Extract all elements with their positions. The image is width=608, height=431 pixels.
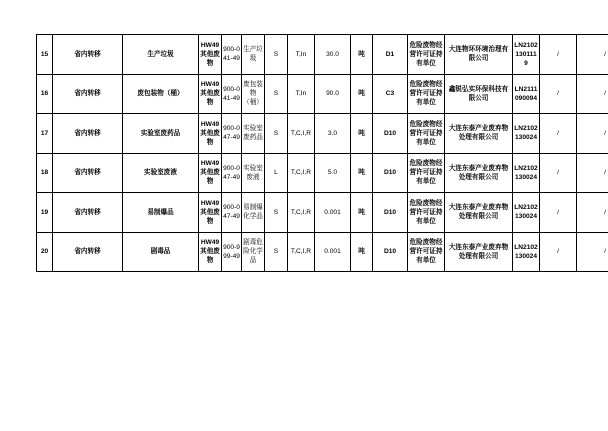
unit-cell: 吨	[351, 232, 373, 272]
waste-description-cell: 实验室废药品	[242, 114, 265, 154]
disposal-company-cell: 大连东泰产业废弃物处理有限公司	[445, 153, 513, 193]
table-row	[37, 232, 608, 272]
extra-column-b-cell: /	[577, 114, 608, 154]
physical-form-cell: S	[265, 74, 288, 114]
waste-category-cell: HW49 其他废物	[199, 74, 222, 114]
extra-column-b-cell: /	[577, 74, 608, 114]
physical-form-cell: S	[265, 193, 288, 233]
amount-cell: 3.0	[315, 114, 351, 154]
qualification-cell: 危险废物经营许可证持有单位	[408, 153, 445, 193]
row-number-cell: 15	[37, 35, 53, 75]
hazard-property-cell: T,C,I,R	[288, 232, 315, 272]
waste-name-cell: 废包装物（桶）	[123, 74, 199, 114]
unit-cell: 吨	[351, 153, 373, 193]
hazard-property-cell: T,In	[288, 35, 315, 75]
qualification-cell: 危险废物经营许可证持有单位	[408, 193, 445, 233]
waste-name-cell: 实验室废液	[123, 153, 199, 193]
table-row	[37, 74, 608, 114]
table-row	[37, 153, 608, 193]
extra-column-b-cell: /	[577, 193, 608, 233]
amount-cell: 90.0	[315, 74, 351, 114]
extra-column-a-cell: /	[540, 35, 577, 75]
waste-code-cell: 900-047-49	[222, 193, 242, 233]
transfer-type-cell: 省内转移	[53, 232, 123, 272]
waste-category-cell: HW49 其他废物	[199, 193, 222, 233]
transfer-type-cell: 省内转移	[53, 193, 123, 233]
disposal-method-cell: D10	[373, 114, 408, 154]
unit-cell: 吨	[351, 193, 373, 233]
waste-code-cell: 900-041-49	[222, 74, 242, 114]
table-row	[37, 114, 608, 154]
row-number-cell: 19	[37, 193, 53, 233]
transfer-type-cell: 省内转移	[53, 153, 123, 193]
waste-name-cell: 实验室废药品	[123, 114, 199, 154]
waste-description-cell: 剧毒危险化学品	[242, 232, 265, 272]
physical-form-cell: S	[265, 35, 288, 75]
disposal-method-cell: D10	[373, 153, 408, 193]
license-number-cell: LN2102130024	[513, 193, 540, 233]
extra-column-a-cell: /	[540, 193, 577, 233]
license-number-cell: LN2102130024	[513, 232, 540, 272]
waste-name-cell: 剧毒品	[123, 232, 199, 272]
qualification-cell: 危险废物经营许可证持有单位	[408, 232, 445, 272]
amount-cell: 30.0	[315, 35, 351, 75]
disposal-company-cell: 大连东泰产业废弃物处理有限公司	[445, 193, 513, 233]
disposal-method-cell: C3	[373, 74, 408, 114]
transfer-type-cell: 省内转移	[53, 74, 123, 114]
waste-category-cell: HW49 其他废物	[199, 35, 222, 75]
waste-code-cell: 900-999-49	[222, 232, 242, 272]
row-number-cell: 17	[37, 114, 53, 154]
license-number-cell: LN2102130024	[513, 114, 540, 154]
waste-code-cell: 900-047-49	[222, 114, 242, 154]
extra-column-b-cell: /	[577, 153, 608, 193]
amount-cell: 0.001	[315, 193, 351, 233]
waste-category-cell: HW49 其他废物	[199, 232, 222, 272]
disposal-company-cell: 大连物环环境治理有限公司	[445, 35, 513, 75]
waste-description-cell: 生产垃圾	[242, 35, 265, 75]
license-number-cell: LN2102130024	[513, 153, 540, 193]
waste-name-cell: 易制爆品	[123, 193, 199, 233]
waste-description-cell: 废包装物（桶）	[242, 74, 265, 114]
extra-column-a-cell: /	[540, 74, 577, 114]
extra-column-b-cell: /	[577, 232, 608, 272]
waste-code-cell: 900-047-49	[222, 153, 242, 193]
hazard-property-cell: T,C,I,R	[288, 153, 315, 193]
table-row	[37, 35, 608, 75]
waste-category-cell: HW49 其他废物	[199, 153, 222, 193]
hazard-property-cell: T,C,I,R	[288, 114, 315, 154]
hazard-property-cell: T,C,I,R	[288, 193, 315, 233]
row-number-cell: 20	[37, 232, 53, 272]
disposal-method-cell: D1	[373, 35, 408, 75]
amount-cell: 5.0	[315, 153, 351, 193]
waste-description-cell: 易制爆化学品	[242, 193, 265, 233]
qualification-cell: 危险废物经营许可证持有单位	[408, 35, 445, 75]
disposal-method-cell: D10	[373, 193, 408, 233]
amount-cell: 0.001	[315, 232, 351, 272]
physical-form-cell: S	[265, 232, 288, 272]
waste-code-cell: 900-041-49	[222, 35, 242, 75]
unit-cell: 吨	[351, 114, 373, 154]
disposal-company-cell: 大连东泰产业废弃物处理有限公司	[445, 232, 513, 272]
qualification-cell: 危险废物经营许可证持有单位	[408, 114, 445, 154]
waste-name-cell: 生产垃圾	[123, 35, 199, 75]
license-number-cell: LN21021301119	[513, 35, 540, 75]
disposal-company-cell: 大连东泰产业废弃物处理有限公司	[445, 114, 513, 154]
hazardous-waste-table	[36, 34, 608, 272]
physical-form-cell: L	[265, 153, 288, 193]
disposal-company-cell: 鑫锐弘实环保科技有限公司	[445, 74, 513, 114]
extra-column-a-cell: /	[540, 153, 577, 193]
transfer-type-cell: 省内转移	[53, 35, 123, 75]
physical-form-cell: S	[265, 114, 288, 154]
waste-category-cell: HW49 其他废物	[199, 114, 222, 154]
row-number-cell: 18	[37, 153, 53, 193]
qualification-cell: 危险废物经营许可证持有单位	[408, 74, 445, 114]
license-number-cell: LN2111090094	[513, 74, 540, 114]
extra-column-b-cell: /	[577, 35, 608, 75]
extra-column-a-cell: /	[540, 232, 577, 272]
hazard-property-cell: T,In	[288, 74, 315, 114]
waste-description-cell: 实验室废液	[242, 153, 265, 193]
table-row	[37, 193, 608, 233]
table-body	[37, 35, 608, 272]
extra-column-a-cell: /	[540, 114, 577, 154]
transfer-type-cell: 省内转移	[53, 114, 123, 154]
disposal-method-cell: D10	[373, 232, 408, 272]
unit-cell: 吨	[351, 35, 373, 75]
unit-cell: 吨	[351, 74, 373, 114]
row-number-cell: 16	[37, 74, 53, 114]
